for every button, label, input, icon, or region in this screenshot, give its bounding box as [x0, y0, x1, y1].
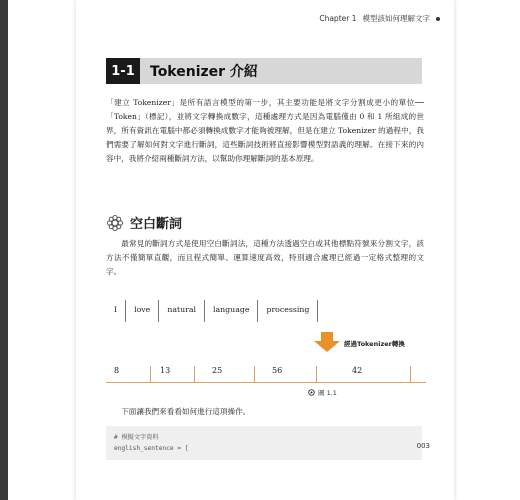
section-title-bar: [106, 58, 422, 84]
token-id: 13: [160, 366, 171, 375]
page-paper: [76, 0, 454, 500]
page-number: 003: [416, 442, 430, 450]
subsection-heading: [106, 213, 182, 232]
running-header: [319, 13, 440, 24]
id-divider: [254, 366, 255, 382]
body-paragraph: 最常見的斷詞方式是使用空白斷詞法，這種方法透過空白或其他標點符號來分割文字，該方法不僅簡單直觀，而且程式簡單、運算速度高效，特別適合處理已經過一定格式整理的文字。: [106, 239, 424, 276]
section-number: 1-1: [106, 58, 140, 84]
token-id: 56: [272, 366, 283, 375]
token-cell: love: [134, 304, 151, 314]
token-id-row: [106, 366, 426, 382]
code-line: english_sentence = [: [114, 445, 189, 452]
after-figure-paragraph: 下面讓我們來看看如何進行這項操作。: [121, 407, 251, 416]
gear-flower-icon: [106, 214, 124, 232]
token-cell: I: [114, 304, 118, 314]
down-arrow-icon: [314, 332, 340, 352]
intro-paragraph: 「建立 Tokenizer」是所有語言模型的第一步，其主要功能是將文字分割成更小的單位──「Token」（標記），並將文字轉換成數字，這種處理方式是因為電腦僅由 0 和 1 所組成的世界，所有資訊在電腦中都必須轉換成數字才能夠被理解，但是在建立 Tokenizer 的過程中，我們需要了解如何對文字進行斷詞，這些斷詞技術將直接影響模型對語義的理解。在接下來的內容中，我將介紹兩種斷詞方法，以幫助你理解斷詞的基本原理。: [106, 98, 424, 163]
page-binding-strip: [0, 0, 8, 500]
token-id-underline: [106, 382, 426, 383]
id-divider: [150, 366, 151, 382]
token-cell: processing: [266, 304, 310, 314]
id-divider: [410, 366, 411, 382]
subsection-title: 空白斷詞: [130, 217, 183, 232]
chapter-title: 模型該如何理解文字: [362, 14, 430, 23]
header-dot-icon: [436, 17, 440, 21]
token-divider: [317, 300, 318, 322]
chapter-label: Chapter 1: [319, 14, 357, 23]
token-id: 42: [352, 366, 363, 375]
figure-marker-icon: [308, 389, 315, 396]
token-cell: natural: [167, 304, 197, 314]
code-block: [106, 426, 422, 460]
code-line: # 模擬文字資料: [114, 434, 159, 441]
figure-token-row: [106, 300, 426, 322]
token-id: 25: [212, 366, 223, 375]
section-title: Tokenizer 介紹: [150, 64, 258, 80]
id-divider: [194, 366, 195, 382]
token-cell: language: [213, 304, 250, 314]
figure-caption: [308, 388, 337, 397]
id-divider: [316, 366, 317, 382]
token-id: 8: [114, 366, 120, 375]
figure-caption-text: 圖 1.1: [318, 389, 337, 397]
tokenizer-conversion-label: 經過Tokenizer轉換: [344, 340, 405, 348]
